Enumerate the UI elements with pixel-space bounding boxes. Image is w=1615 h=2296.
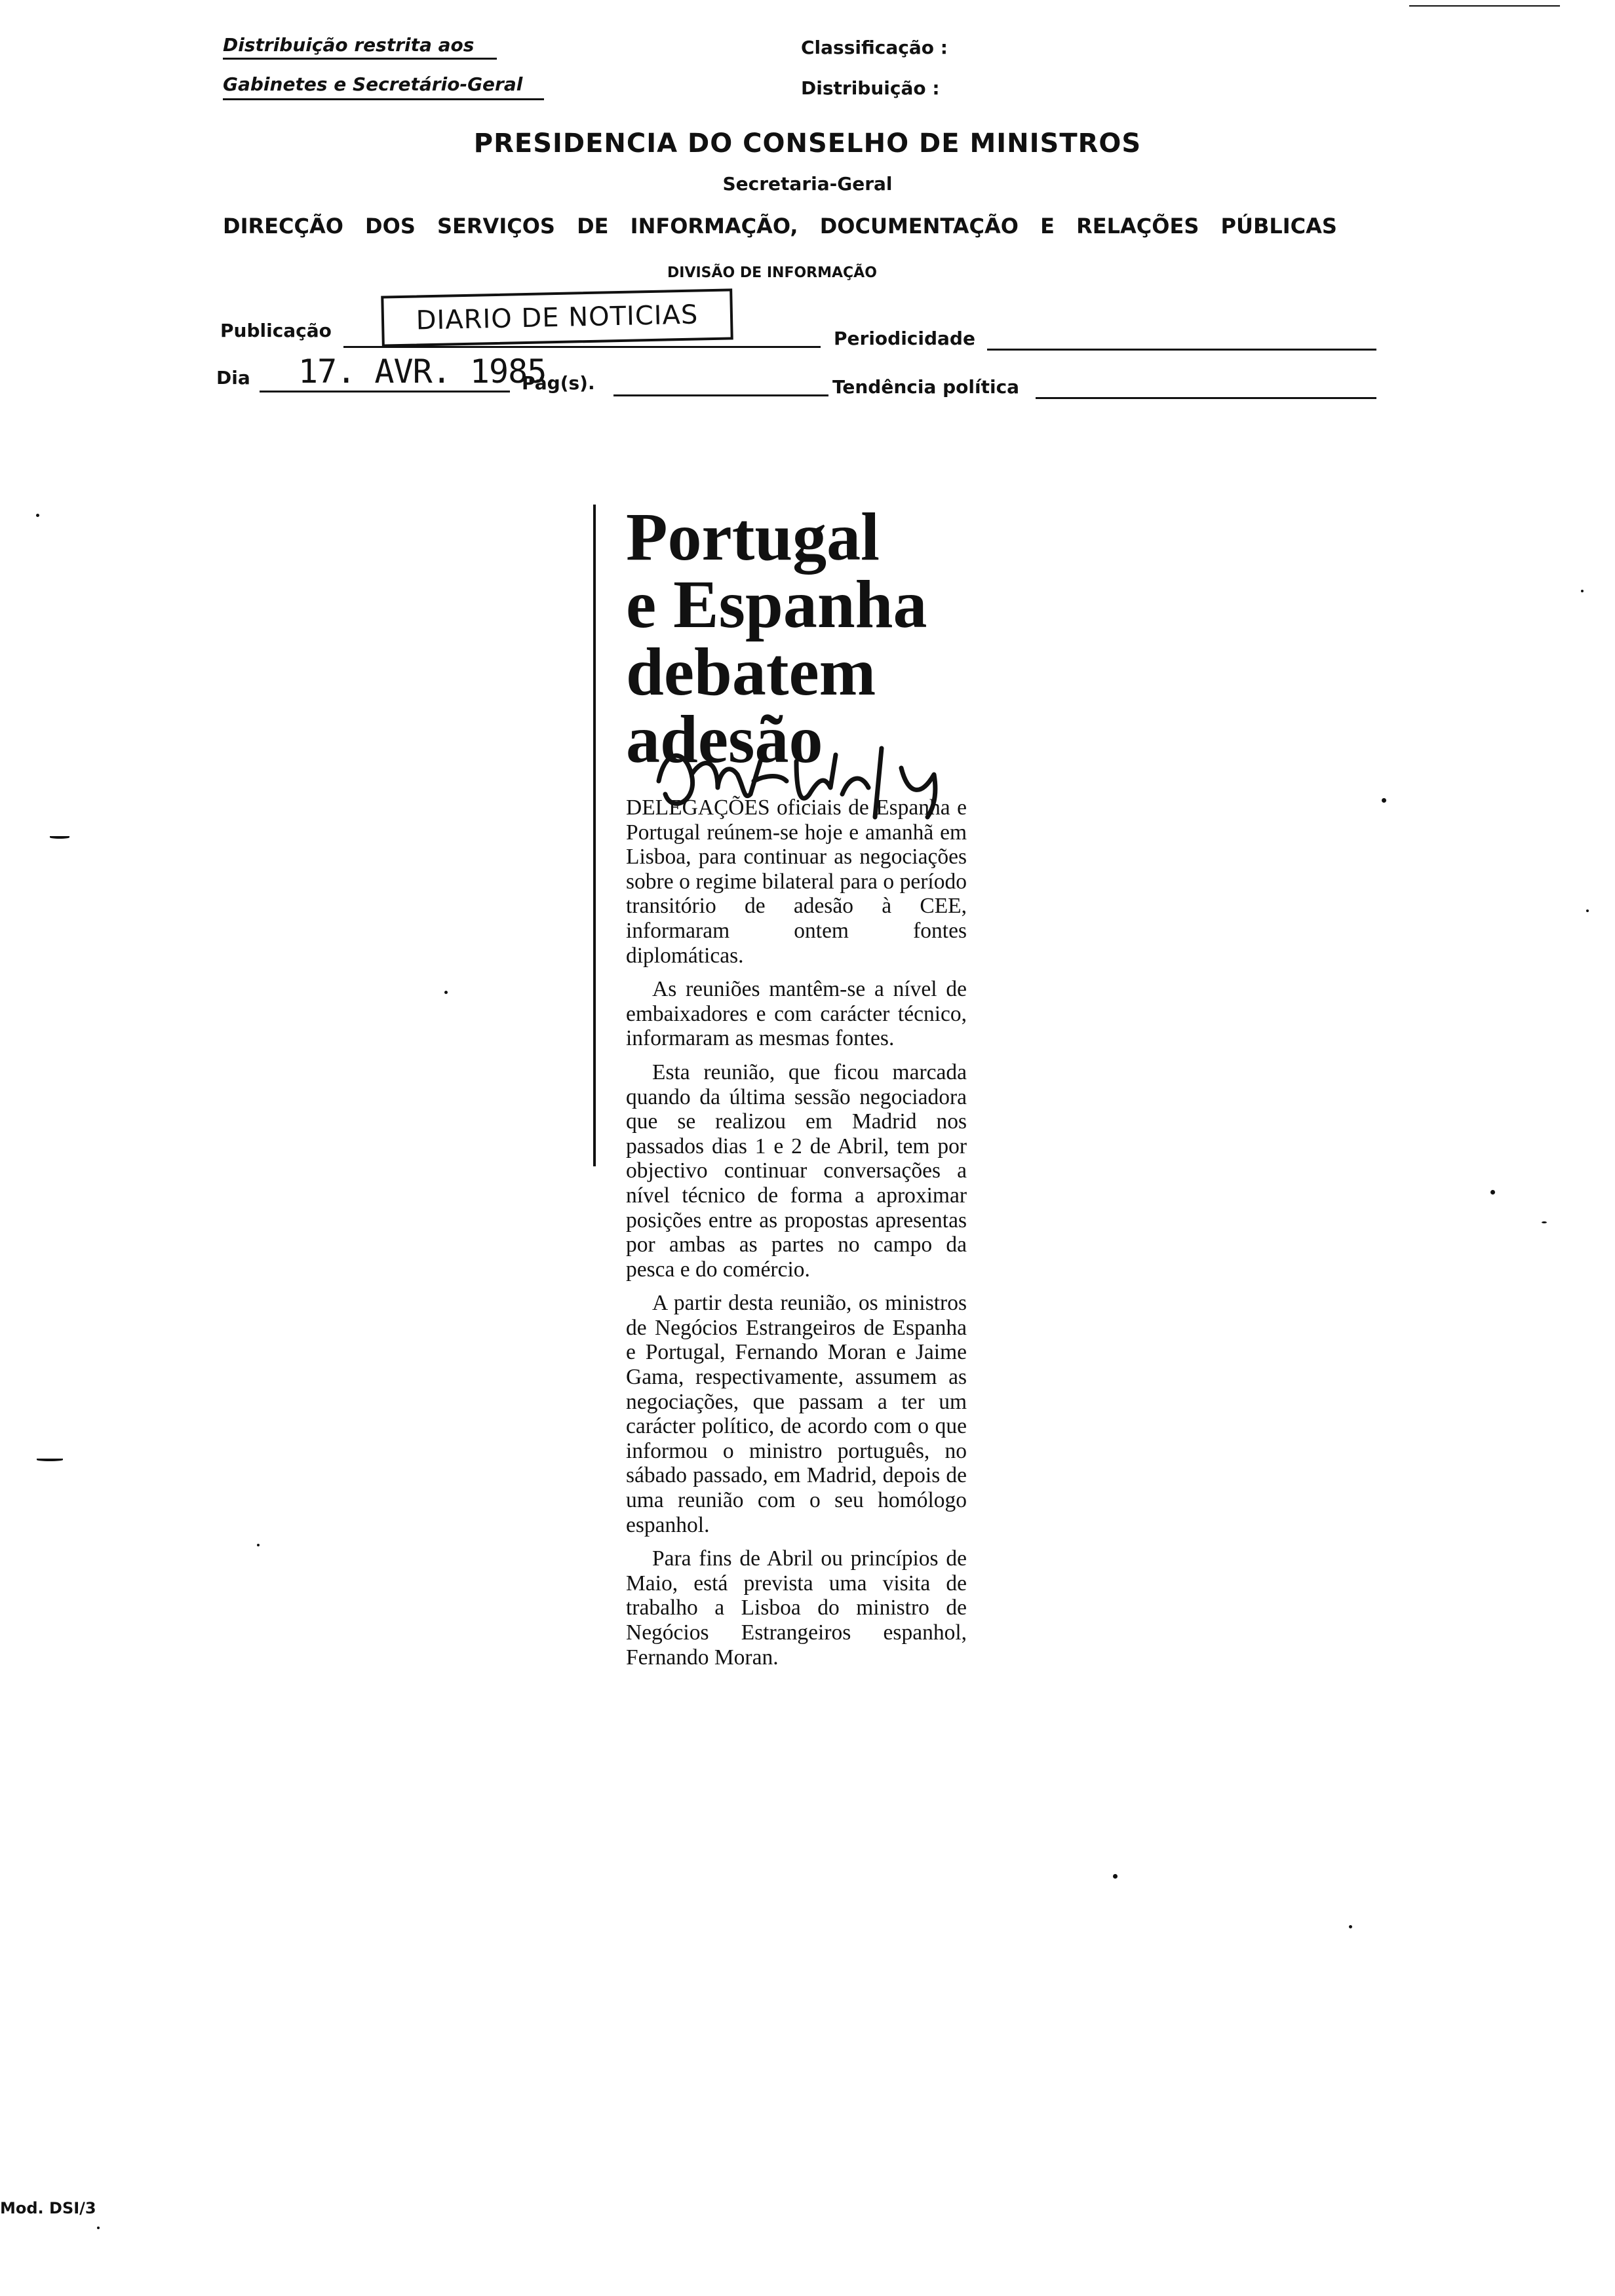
scan-speck [1490,1190,1495,1195]
article-paragraph: As reuniões mantêm-se a nível de embaixadores e com carácter técnico, informaram as mesmas fontes. [626,977,967,1051]
distribuicao-label: Distribuição : [801,77,940,99]
scan-speck [257,1544,260,1546]
article-paragraph: Esta reunião, que ficou marcada quando da última sessão negociadora que se realizou em Madrid nos passados dias 1 e 2 de Abril, tem por objectivo continuar conversações a nível técnico de forma a aproximar posições entre as propostas apresentas por ambas as partes no campo da pesca e do comércio. [626,1060,967,1282]
article-headline [626,499,1032,777]
headline-line: Portugal [626,499,880,575]
direccao-heading: DIRECÇÃO DOS SERVIÇOS DE INFORMAÇÃO, DOCUMENTAÇÃO E RELAÇÕES PÚBLICAS [223,214,1337,239]
divisao-heading: DIVISÃO DE INFORMAÇÃO [667,265,877,281]
scan-speck [444,991,448,994]
dia-label: Dia [216,367,250,389]
publicacao-label: Publicação [220,320,332,341]
scan-speck [50,836,69,839]
tendencia-label: Tendência política [832,376,1020,398]
dia-line [260,391,510,392]
classificacao-label: Classificação : [801,37,948,58]
scan-speck [1542,1221,1547,1223]
tendencia-line [1036,397,1376,399]
article-paragraph: DELEGAÇÕES oficiais de Espanha e Portugal reúnem-se hoje e amanhã em Lisboa, para continuar as negociações sobre o regime bilateral para o período transitório de adesão à CEE, informaram ontem fontes diplomáticas. [626,795,967,968]
distribution-line-2: Gabinetes e Secretário-Geral [223,73,523,95]
form-code: Mod. DSI/3 [0,2199,96,2217]
underline [223,58,497,60]
pags-label: Pág(s). [522,372,595,394]
page-subtitle: Secretaria-Geral [722,173,893,195]
date-stamp: 17. AVR. 1985 [298,353,547,391]
distribution-line-1: Distribuição restrita aos [223,34,475,56]
headline-line: e Espanha [626,567,927,642]
scan-speck [1586,909,1589,912]
publicacao-stamp: DIARIO DE NOTICIAS [381,288,733,347]
scan-speck [36,514,39,517]
scan-speck [37,1459,63,1461]
pags-line [613,394,828,396]
scan-speck [1382,798,1386,803]
scan-speck [97,2227,100,2229]
article-paragraph: Para fins de Abril ou princípios de Maio, está prevista uma visita de trabalho a Lisboa do ministro de Negócios Estrangeiros espanhol, Fernando Moran. [626,1546,967,1670]
article-column-rule [593,505,596,1166]
scan-mark [1409,5,1560,7]
headline-line: adesão [626,702,823,777]
article-paragraph: A partir desta reunião, os ministros de Negócios Estrangeiros de Espanha e Portugal, Fernando Moran e Jaime Gama, respectivamente, assumem as negociações, que passam a ter um carácter político, de acordo com o que informou o ministro português, no sábado passado, em Madrid, depois de uma reunião com o seu homólogo espanhol. [626,1291,967,1537]
article-body [626,795,967,1670]
periodicidade-line [987,349,1376,351]
scan-speck [1113,1874,1118,1879]
periodicidade-label: Periodicidade [834,328,975,349]
underline [223,98,544,100]
headline-line: debatem [626,634,876,710]
scan-speck [1349,1925,1352,1928]
page-title: PRESIDENCIA DO CONSELHO DE MINISTROS [473,128,1142,159]
scan-speck [1581,590,1584,592]
